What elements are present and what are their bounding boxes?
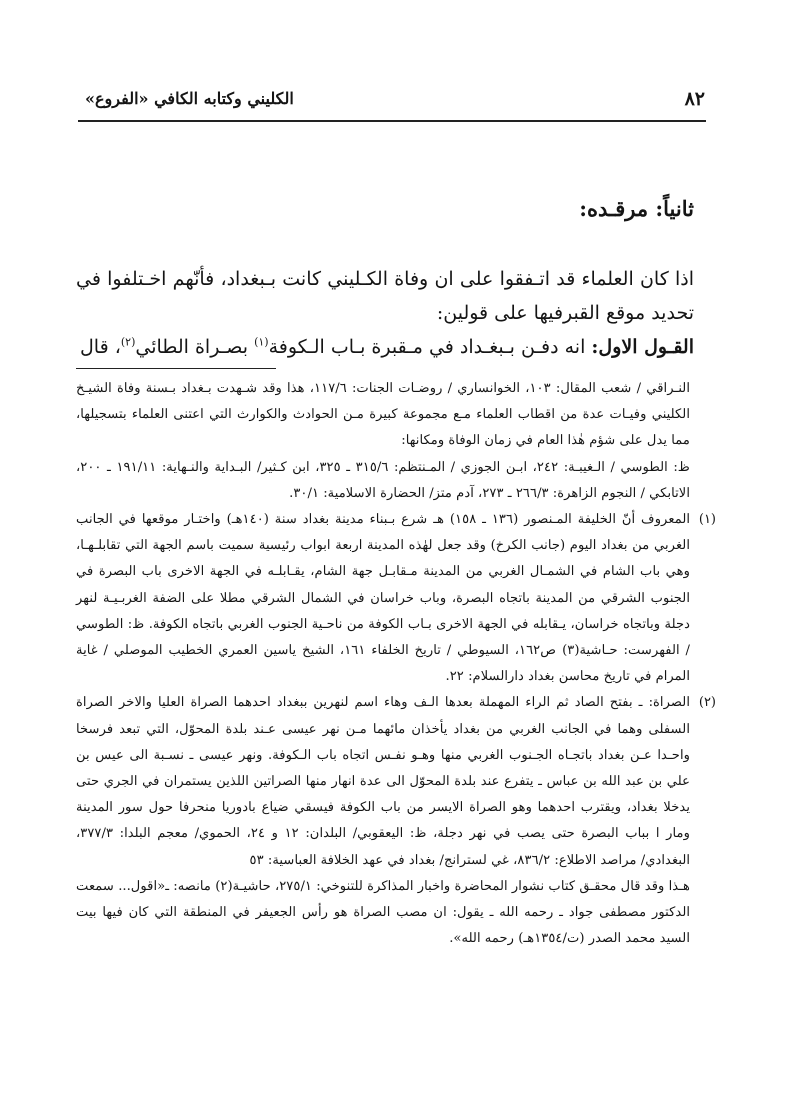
opinion-label: القـول الاول: — [591, 336, 694, 358]
footnote-1 — [76, 507, 716, 690]
footnote-separator — [76, 368, 276, 369]
footnote-continuation: النـراقي / شعب المقال: ١٠٣، الخوانساري / روضـات الجنات: ١١٧/٦، هذا وقد شـهدت بـغداد بـسنة وفاة الشيـخ الكليني وفيـات عدة من اقطاب العلماء مـع مجموعة كبيرة مـن الحوادث والكوارث التي اعتنى العلماء بتسجيلها، مما يدل على شؤم هٰذا العام في زمان الوفاة ومكانها: — [76, 381, 690, 449]
opinion-text: انه دفـن بـبغـداد في مـقبرة بـاب الـكوفة — [268, 336, 592, 358]
footnote-1-text: المعروف أنّ الخليفة المـنصور (١٣٦ ـ ١٥٨) هـ شرع بـبناء مدينة بغداد سنة (١٤٠هـ) واختـار موقعها في الجانب الغربي من بغداد اليوم (جانب الكرخ) وقد جعل لهٰذه المدينة اربعة ابواب رئيسية سميت باسم الجهة التي تقابلـهـا، وهي باب الشام في الشمـال الغربي من المدينة مـقابـل جهة الشام، يقـابلـه في الجهة الاخرى باب البصرة في الجنوب الشرقي من المدينة باتجاه البصرة، وباب خراسان في الشمال الشرقي مطلا على الضفة الغربـيـة لنهر دجلة وباتجاه خراسان، يـقابله في الجهة الاخرى بـاب الكوفة من ناحـية الجنوب الغربي باتجاه الكوفة. ظ: الطوسي / الفهرست: حـاشية(٣) ص١٦٢، السيوطي / تاريخ الخلفاء ١٦١، الشيخ ياسين العمري الخطيب الموصلي / غاية المرام في تاريخ محاسن بغداد دارالسلام: ٢٢. — [76, 512, 691, 685]
body-text — [76, 262, 694, 364]
opinion-text-3: ، قال — [79, 336, 121, 358]
footnote-1-number: (١) — [698, 512, 716, 528]
footnote-2 — [76, 690, 716, 873]
running-title: الكليني وكتابه الكافي «الفروع» — [85, 89, 294, 108]
opinion-paragraph — [76, 330, 694, 364]
body-paragraph: اذا كان العلماء قد اتـفقوا على ان وفاة الكـليني كانت بـبغداد، فأنّهم اخـتلفوا في تحديد موقع القبرفيها على قولين: — [76, 268, 694, 324]
footnote-continuation-refs: ظ: الطوسي / الـغيبـة: ٢٤٢، ابـن الجوزي / المـنتظم: ٣١٥/٦ ـ ٣٢٥، ابن كـثير/ البـداية والنـهاية: ١٩١/١١ ـ ٢٠٠، الاتابكي / النجوم الزاهرة: ٢٦٦/٣ ـ ٢٧٣، آدم متز/ الحضارة الاسلامية: ٣٠/١. — [76, 459, 690, 501]
footnote-2-continuation: هـذا وقد قال محقـق كتاب نشوار المحاضرة واخبار المذاكرة للتنوخي: ٢٧٥/١، حاشيـة(٢) مانصه: ـ«اقول... سمعت الدكتور مصطفى جواد ـ رحمه الله ـ يقول: ان مصب الصراة هو رأس الجعيفر في المنطقة التي كان فيها بيت السيد محمد الصدر (ت/١٣٥٤هـ) رحمه الله». — [76, 878, 690, 947]
footnote-2-number: (٢) — [698, 695, 716, 711]
section-title: ثانياً: مرقـده: — [579, 196, 694, 221]
opinion-text-2: بصـراة الطائي — [135, 336, 255, 358]
footnote-ref-1[interactable]: (١) — [254, 335, 269, 349]
footnote-ref-2[interactable]: (٢) — [120, 335, 136, 349]
footnotes — [76, 376, 716, 952]
page-number: ٨٢ — [684, 88, 705, 110]
page-header — [85, 88, 705, 118]
header-rule — [78, 120, 706, 122]
footnote-2-text: الصراة: ـ بفتح الصاد ثم الراء المهملة بعدها الـف وهاء اسم لنهرين ببغداد احدهما الصراة العليا والاخر الصراة السفلى وهما في الجانب الغربي من بغداد يأخذان مائهما مـن نهر عيسى عـند بلدة المحوّل، التي تبعد فرسخا واحـدا عـن بغداد باتجـاه الجـنوب الغربي منها وهـو نفـس اتجاه باب الـكوفة. ونهر عيسى ـ نسـبة الى عيس بن علي بن عبد الله بن عباس ـ يتفرع عند بلدة المحوّل الى عدة انهار منها الصراتين اللذين يستمران في الجري حتى يدخلا بغداد، ويقترب احدهما وهو الصراة الايسر من باب الكوفة فيسقي ضياع بادوريا منحرفا حول سور المدينة ومار ا بباب البصرة حتى يصب في نهر دجلة، ظ: اليعقوبي/ البلدان: ١٢ و ٢٤، الحموي/ معجم البلدا: ٣٧٧/٣، البغدادي/ مراصد الاطلاع: ٨٣٦/٢، غي لسترانج/ بغداد في عهد الخلافة العباسية: ٥٣ — [76, 695, 690, 868]
